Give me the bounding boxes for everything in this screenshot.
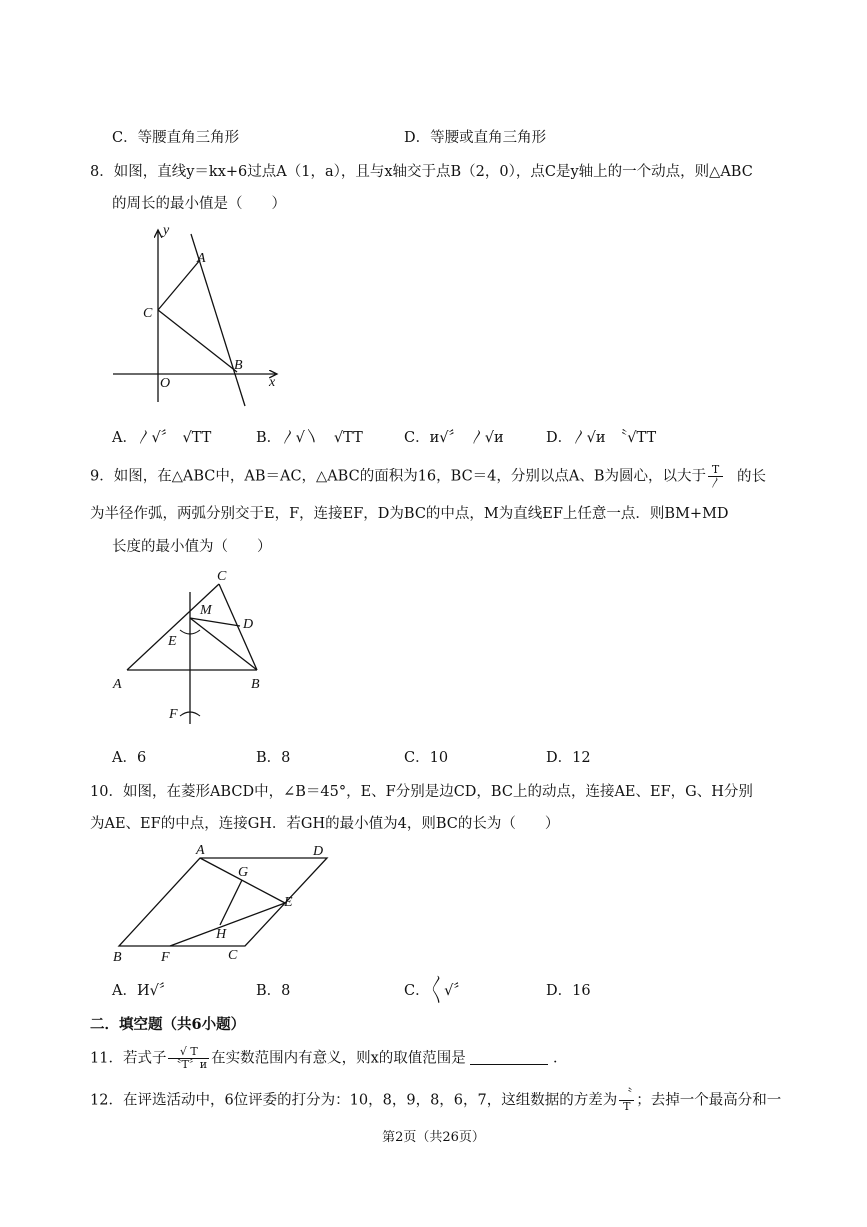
q10-label-b: B [113, 950, 122, 965]
q9-fraction-denominator: 〳 [710, 476, 722, 489]
q10-segment-gh [220, 880, 242, 925]
q9-figure [105, 566, 280, 728]
q9-label-a: A [113, 677, 122, 692]
q8-label-y: y [163, 223, 170, 238]
q10-option-b: B．8 [256, 983, 291, 999]
q9-label-e: E [168, 634, 177, 649]
q11-fraction-numerator: √ T [168, 1046, 209, 1059]
q9-fraction-numerator: T [708, 464, 723, 477]
q9-option-b: B．8 [256, 750, 291, 766]
q12-stem-line1-b: ；去掉一个最高分和一 [636, 1092, 782, 1109]
q11-fraction-denominator: 〝T〞и [170, 1058, 208, 1071]
q8-label-o: O [160, 376, 171, 391]
q8-label-b: B [234, 358, 243, 373]
q9-label-m: M [200, 603, 212, 618]
q8-option-a: A．〳√〞 √TT [112, 430, 212, 446]
q10-option-c: C．〱√〞 [404, 983, 468, 999]
q8-option-c: C．и√〞 〳√и [404, 430, 504, 446]
q12-stem-line1 [90, 1088, 781, 1113]
q10-label-c: C [228, 948, 238, 963]
q10-stem-line2: 为AE、EF的中点，连接GH．若GH的最小值为4，则BC的长为（ ） [90, 816, 560, 832]
q11-suffix: 在实数范围内有意义，则x的取值范围是 [211, 1050, 466, 1067]
q10-label-g: G [238, 865, 249, 880]
q9-segment-md [190, 618, 240, 626]
q10-label-f: F [161, 950, 170, 965]
q11-end: ． [553, 1050, 568, 1067]
q10-stem-line1: 10．如图，在菱形ABCD中，∠B＝45°，E、F分别是边CD，BC上的动点，连接AE、EF，G、H分别 [90, 784, 753, 800]
q8-label-c: C [143, 306, 153, 321]
q9-stem-line1-a: 9．如图，在△ABC中，AB＝AC，△ABC的面积为16，BC＝4，分别以点A、B为圆心，以大于 [90, 468, 707, 485]
q9-option-a: A．6 [112, 750, 147, 766]
q9-stem-line1 [90, 464, 766, 489]
q9-stem-line2: 为半径作弧，两弧分别交于E，F，连接EF，D为BC的中点，M为直线EF上任意一点．则BM+MD [90, 506, 729, 522]
q9-label-d: D [243, 617, 254, 632]
q12-fraction-numerator: 〝 [621, 1087, 633, 1100]
q10-option-d: D．16 [546, 983, 591, 999]
q8-stem-line1: 8．如图，直线y＝kx+6过点A（1，a），且与x轴交于点B（2，0），点C是y轴上的一个动点，则△ABC [90, 164, 753, 180]
q8-segment-ca [158, 260, 200, 310]
q7-option-d: D．等腰或直角三角形 [404, 130, 547, 146]
q8-label-x: x [269, 375, 276, 390]
page-footer: 第2页（共26页） [382, 1130, 485, 1145]
q9-stem-line1-b: 的长 [737, 468, 767, 485]
q10-label-h: H [216, 927, 227, 942]
q11-prefix: 11．若式子 [90, 1050, 167, 1067]
section-heading-fill-in: 二．填空题（共6小题） [90, 1016, 246, 1033]
q10-option-a: A．И√〞 [112, 983, 174, 999]
q9-option-d: D．12 [546, 750, 591, 766]
q12-stem-line1-a: 12．在评选活动中，6位评委的打分为：10，8，9，8，6，7，这组数据的方差为 [90, 1092, 618, 1109]
q9-option-c: C．10 [404, 750, 449, 766]
q9-label-f: F [169, 707, 178, 722]
q9-label-b: B [251, 677, 260, 692]
q11-answer-blank [470, 1051, 548, 1065]
q8-figure [105, 222, 290, 412]
q11-fraction [168, 1046, 209, 1071]
q11-stem [90, 1046, 568, 1071]
q10-label-d: D [313, 844, 324, 859]
q9-label-c: C [217, 569, 227, 584]
q10-label-e: E [284, 895, 293, 910]
q7-option-c: C．等腰直角三角形 [112, 130, 240, 146]
q8-option-b: B．〳√〵 √TT [256, 430, 363, 446]
q9-fraction [708, 464, 723, 489]
q10-label-a: A [196, 843, 205, 858]
q12-fraction [619, 1088, 634, 1113]
q8-option-d: D．〳√и 〝√TT [546, 430, 657, 446]
q10-figure [105, 840, 340, 968]
q12-fraction-denominator: T [623, 1100, 631, 1113]
q9-stem-line3: 长度的最小值为（ ） [112, 539, 272, 555]
q9-side-ac [127, 584, 219, 670]
q8-label-a: A [197, 251, 206, 266]
q8-stem-line2: 的周长的最小值是（ ） [112, 196, 286, 212]
